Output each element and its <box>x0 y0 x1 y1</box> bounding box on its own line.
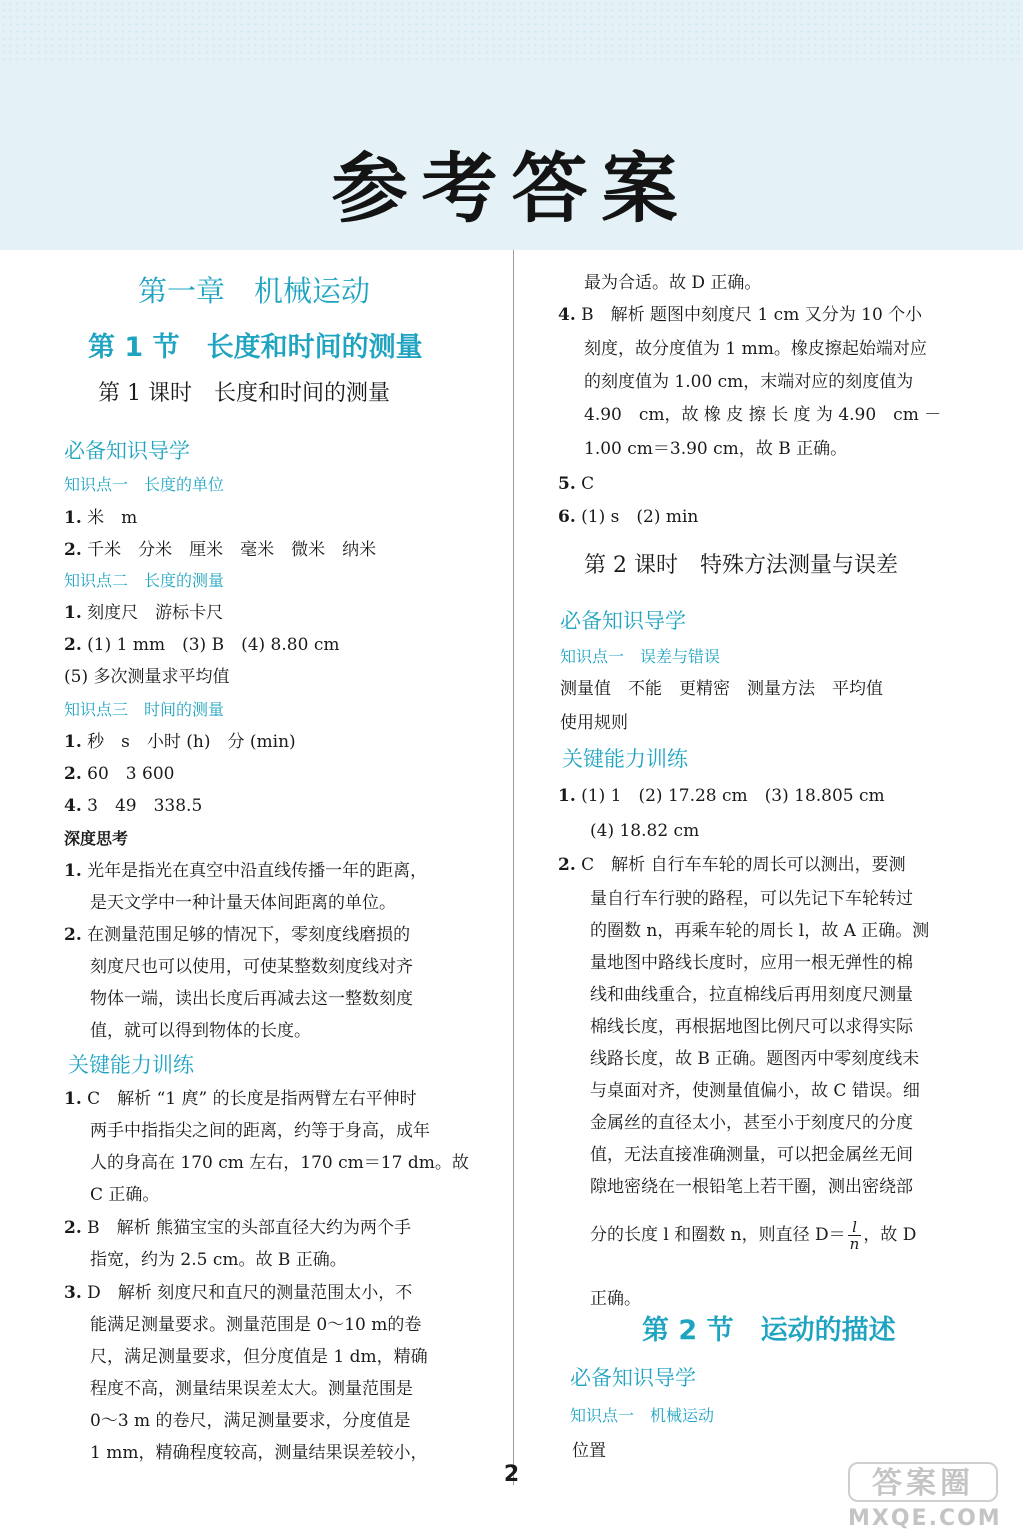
answer-line: C 正确。 <box>90 1185 160 1205</box>
knowledge-point-heading: 知识点一 机械运动 <box>570 1406 715 1425</box>
answer-line <box>64 763 174 785</box>
answer-line: 刻度尺也可以使用，可使某整数刻度线对齐 <box>90 957 413 977</box>
answer-line: 线和曲线重合，拉直棉线后再用刻度尺测量 <box>590 985 913 1005</box>
answer-line: 量地图中路线长度时，应用一根无弹性的棉 <box>590 953 913 973</box>
answer-line: 1.00 cm＝3.90 cm，故 B 正确。 <box>584 439 848 459</box>
answer-line: 是天文学中一种计量天体间距离的单位。 <box>90 893 396 913</box>
answer-line: 金属丝的直径太小，甚至小于刻度尺的分度 <box>590 1113 913 1133</box>
answer-text: B 解析 题图中刻度尺 1 cm 又分为 10 个小 <box>581 305 923 325</box>
knowledge-point-heading: 知识点二 长度的测量 <box>64 571 225 590</box>
answer-line <box>558 506 698 528</box>
answer-line: 的刻度值为 1.00 cm，末端对应的刻度值为 <box>584 372 914 392</box>
answer-text: C 解析 自行车车轮的周长可以测出，要测 <box>581 855 906 875</box>
item-number: 3. <box>64 1283 82 1303</box>
fraction-numerator: l <box>848 1219 862 1236</box>
answer-line: 棉线长度，再根据地图比例尺可以求得实际 <box>590 1017 913 1037</box>
item-number: 1. <box>64 1089 82 1109</box>
answer-line <box>64 1088 417 1110</box>
answer-line: 能满足测量要求。测量范围是 0～10 m的卷 <box>90 1315 422 1335</box>
item-number: 2. <box>64 1218 82 1238</box>
answer-text: 3 49 338.5 <box>87 796 203 816</box>
answer-line <box>64 924 410 946</box>
fraction-denominator: n <box>849 1235 860 1253</box>
answer-line: 两手中指指尖之间的距离，约等于身高，成年 <box>90 1121 430 1141</box>
answer-line <box>558 854 906 876</box>
answer-text: 刻度尺 游标卡尺 <box>87 603 224 623</box>
knowledge-point-heading: 知识点一 长度的单位 <box>64 475 225 494</box>
answer-line <box>64 634 339 656</box>
lesson-heading: 第 2 课时 特殊方法测量与误差 <box>584 553 898 578</box>
item-number: 2. <box>558 855 576 875</box>
answer-line: (4) 18.82 cm <box>590 821 700 841</box>
answer-line <box>558 304 922 326</box>
answer-text: 60 3 600 <box>87 764 175 784</box>
item-number: 2. <box>64 540 82 560</box>
answer-text: C 解析 “1 庹” 的长度是指两臂左右平伸时 <box>87 1089 417 1109</box>
answer-line: 的圈数 n，再乘车轮的周长 l，故 A 正确。测 <box>590 921 930 941</box>
answer-line: 线路长度，故 B 正确。题图丙中零刻度线未 <box>590 1049 920 1069</box>
section-heading: 第 2 节 运动的描述 <box>642 1315 896 1346</box>
answer-line: 测量值 不能 更精密 测量方法 平均值 <box>560 679 883 699</box>
answer-line <box>64 1282 412 1304</box>
answer-line: 值，无法直接准确测量，可以把金属丝无间 <box>590 1145 913 1165</box>
answer-text: ，故 D <box>863 1225 917 1245</box>
block-heading-knowledge: 必备知识导学 <box>64 439 190 463</box>
answer-line: 物体一端，读出长度后再减去这一整数刻度 <box>90 989 413 1009</box>
answer-text: (1) s (2) min <box>581 507 699 527</box>
answer-line <box>64 507 137 529</box>
answer-line: 与桌面对齐，使测量值偏小，故 C 错误。细 <box>590 1081 920 1101</box>
answer-line: 1 mm，精确程度较高，测量结果误差较小， <box>90 1443 428 1463</box>
answer-text: B 解析 熊猫宝宝的头部直径大约为两个手 <box>87 1218 412 1238</box>
item-number: 1. <box>64 508 82 528</box>
item-number: 4. <box>64 796 82 816</box>
answer-line: 刻度，故分度值为 1 mm。橡皮擦起始端对应 <box>584 339 927 359</box>
item-number: 2. <box>64 635 82 655</box>
answer-line <box>558 785 885 807</box>
page-title: 参考答案 <box>331 144 692 233</box>
answer-text: 米 m <box>87 508 138 528</box>
chapter-heading: 第一章 机械运动 <box>138 274 371 308</box>
watermark-text: 答案圈 <box>848 1462 998 1502</box>
answer-line <box>64 795 202 817</box>
item-number: 6. <box>558 507 576 527</box>
block-heading-ability: 关键能力训练 <box>68 1053 194 1077</box>
item-number: 5. <box>558 474 576 494</box>
answer-line: 正确。 <box>590 1289 641 1309</box>
answer-line <box>558 473 594 495</box>
answer-line <box>64 860 427 882</box>
page-number: 2 <box>503 1462 520 1487</box>
lesson-heading: 第 1 课时 长度和时间的测量 <box>98 381 390 406</box>
item-number: 1. <box>558 786 576 806</box>
answer-text: 秒 s 小时 (h) 分 (min) <box>87 732 296 752</box>
answer-line: 指宽，约为 2.5 cm。故 B 正确。 <box>90 1250 347 1270</box>
block-heading-knowledge: 必备知识导学 <box>570 1366 696 1390</box>
answer-line: 值，就可以得到物体的长度。 <box>90 1021 311 1041</box>
answer-text: C <box>581 474 595 494</box>
answer-line <box>64 602 223 624</box>
column-divider <box>513 250 514 1485</box>
answer-line-with-fraction <box>590 1218 916 1252</box>
block-heading-knowledge: 必备知识导学 <box>560 609 686 633</box>
header-dot-pattern <box>0 0 1023 60</box>
answer-line: 隙地密绕在一根铅笔上若干圈，测出密绕部 <box>590 1177 913 1197</box>
knowledge-point-heading: 知识点一 误差与错误 <box>560 647 721 666</box>
answer-line <box>64 539 376 561</box>
answer-text: 分的长度 l 和圈数 n，则直径 D＝ <box>590 1225 846 1245</box>
answer-line: 最为合适。故 D 正确。 <box>584 273 762 293</box>
watermark-logo <box>848 1462 1002 1534</box>
answer-line: 尺，满足测量要求，但分度值是 1 dm，精确 <box>90 1347 428 1367</box>
answer-line <box>64 1217 411 1239</box>
answer-line: (5) 多次测量求平均值 <box>64 667 230 687</box>
answer-text: (1) 1 mm (3) B (4) 8.80 cm <box>87 635 340 655</box>
item-number: 1. <box>64 603 82 623</box>
answer-line <box>64 731 296 753</box>
item-number: 1. <box>64 861 82 881</box>
answer-text: (1) 1 (2) 17.28 cm (3) 18.805 cm <box>581 786 885 806</box>
item-number: 1. <box>64 732 82 752</box>
item-number: 2. <box>64 764 82 784</box>
answer-text: D 解析 刻度尺和直尺的测量范围太小，不 <box>87 1283 413 1303</box>
watermark-url: MXQE.COM <box>848 1506 1002 1531</box>
answer-text: 光年是指光在真空中沿直线传播一年的距离， <box>87 861 428 881</box>
answer-line: 使用规则 <box>560 713 628 733</box>
answer-line: 0～3 m 的卷尺，满足测量要求，分度值是 <box>90 1411 411 1431</box>
answer-line: 量自行车行驶的路程，可以先记下车轮转过 <box>590 889 913 909</box>
answer-line: 4.90 cm，故 橡 皮 擦 长 度 为 4.90 cm － <box>584 405 942 425</box>
item-number: 2. <box>64 925 82 945</box>
item-number: 4. <box>558 305 576 325</box>
deep-thinking-heading: 深度思考 <box>64 829 129 848</box>
answer-text: 千米 分米 厘米 毫米 微米 纳米 <box>87 540 377 560</box>
knowledge-point-heading: 知识点三 时间的测量 <box>64 700 225 719</box>
answer-text: 在测量范围足够的情况下，零刻度线磨损的 <box>87 925 411 945</box>
answer-line: 程度不高，测量结果误差太大。测量范围是 <box>90 1379 413 1399</box>
answer-line: 人的身高在 170 cm 左右，170 cm＝17 dm。故 <box>90 1153 469 1173</box>
answer-line: 位置 <box>572 1441 606 1461</box>
fraction-l-over-n <box>848 1219 862 1252</box>
section-heading: 第 1 节 长度和时间的测量 <box>88 332 423 363</box>
block-heading-ability: 关键能力训练 <box>562 747 688 771</box>
